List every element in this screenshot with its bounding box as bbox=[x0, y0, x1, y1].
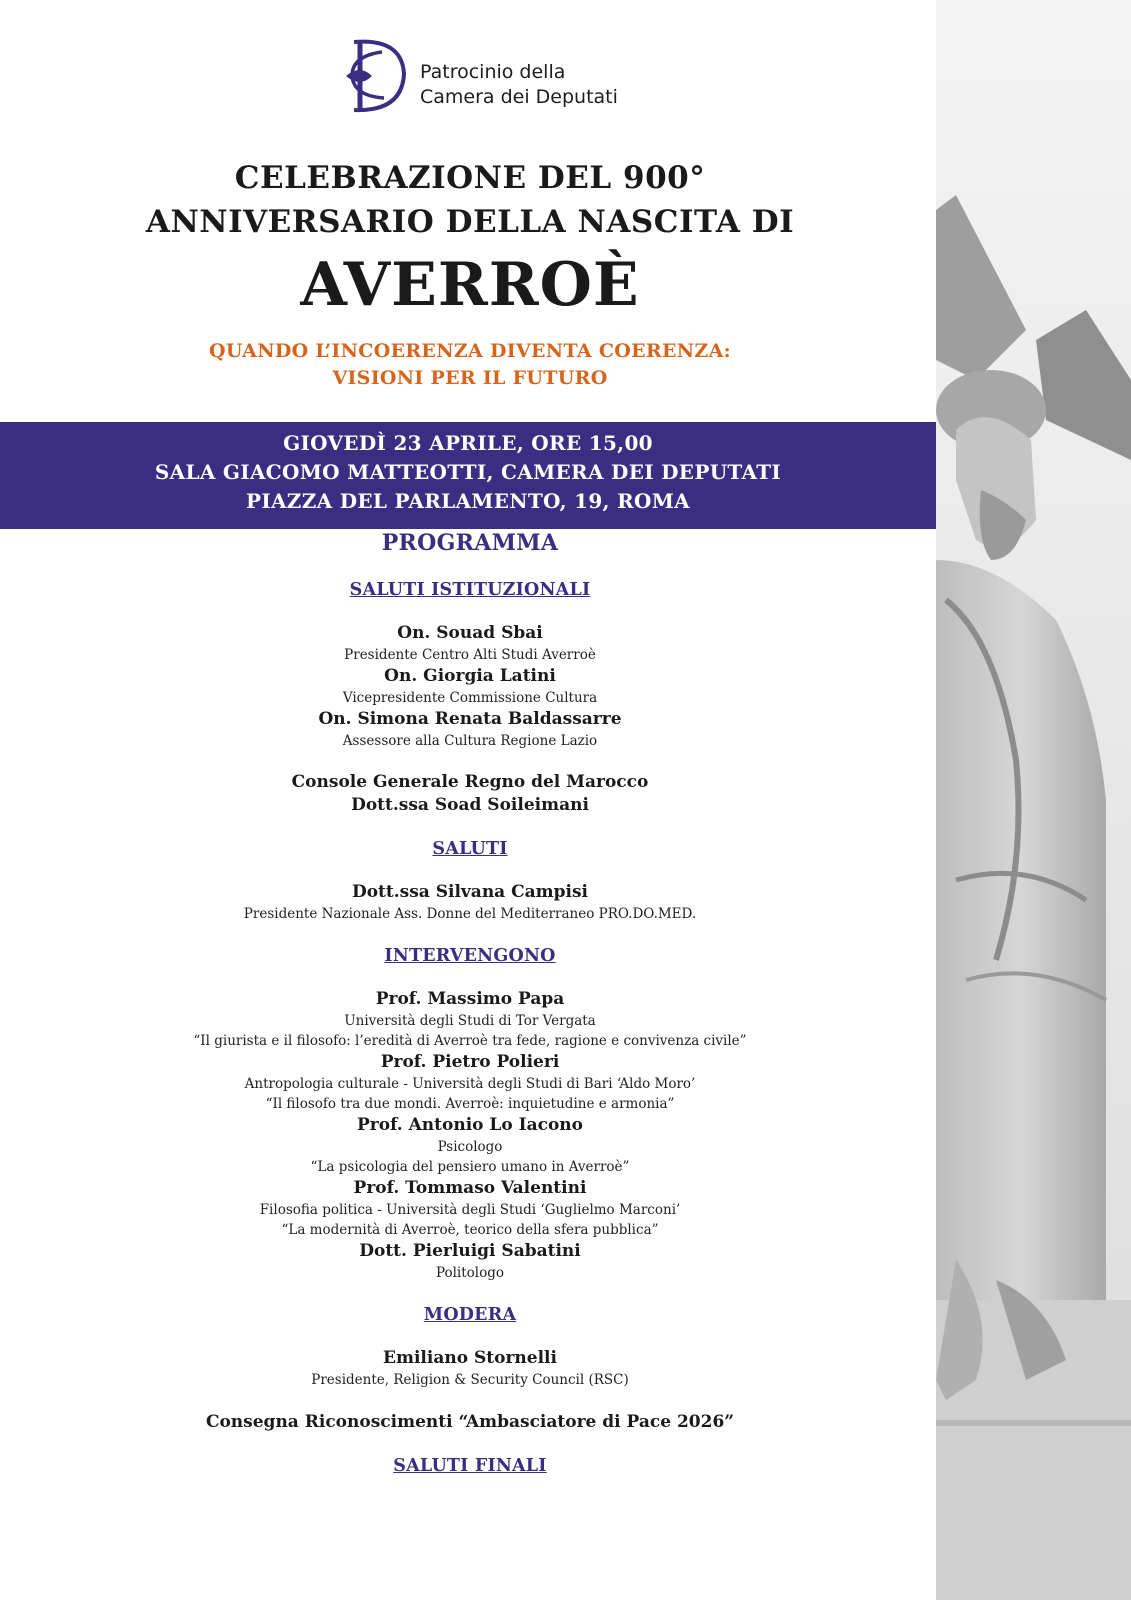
logo-caption bbox=[420, 60, 618, 110]
moderator-name: Emiliano Stornelli bbox=[383, 1348, 557, 1368]
speaker-role: Presidente Nazionale Ass. Donne del Mediterraneo PRO.DO.MED. bbox=[243, 906, 697, 922]
speaker-name: Dott. Pierluigi Sabatini bbox=[359, 1241, 581, 1261]
section-intervengono: INTERVENGONO bbox=[384, 946, 556, 966]
patronage-logo bbox=[342, 34, 618, 116]
program-heading: PROGRAMMA bbox=[381, 530, 559, 556]
speaker-affiliation: Filosofia politica - Università degli Studi ‘Guglielmo Marconi’ bbox=[259, 1202, 681, 1218]
speaker-talk-title: “La modernità di Averroè, teorico della sfera pubblica” bbox=[281, 1222, 659, 1238]
speaker-talk-title: “La psicologia del pensiero umano in Averroè” bbox=[310, 1159, 630, 1175]
section-saluti-finali: SALUTI FINALI bbox=[393, 1456, 547, 1476]
speaker-name: On. Simona Renata Baldassarre bbox=[318, 709, 622, 729]
averroes-statue-image bbox=[936, 0, 1131, 1600]
event-title-name: AVERROÈ bbox=[300, 250, 640, 320]
event-address: PIAZZA DEL PARLAMENTO, 19, ROMA bbox=[246, 489, 690, 513]
event-date: GIOVEDÌ 23 APRILE, ORE 15,00 bbox=[283, 431, 653, 455]
logo-line-1: Patrocinio della bbox=[420, 61, 566, 83]
event-venue: SALA GIACOMO MATTEOTTI, CAMERA DEI DEPUTATI bbox=[154, 460, 782, 484]
section-modera: MODERA bbox=[423, 1305, 517, 1325]
camera-deputati-monogram-icon bbox=[342, 34, 412, 116]
event-title bbox=[120, 156, 820, 244]
speaker-name: On. Giorgia Latini bbox=[384, 666, 556, 686]
logo-line-2: Camera dei Deputati bbox=[420, 86, 618, 108]
section-saluti-istituzionali: SALUTI ISTITUZIONALI bbox=[349, 580, 591, 600]
speaker-name: Prof. Antonio Lo Iacono bbox=[356, 1115, 583, 1135]
event-info-band bbox=[0, 422, 936, 529]
section-saluti: SALUTI bbox=[432, 839, 508, 859]
speaker-affiliation: Psicologo bbox=[437, 1139, 503, 1155]
speaker-role: Presidente Centro Alti Studi Averroè bbox=[344, 647, 596, 663]
speaker-talk-title: “Il giurista e il filosofo: l’eredità di Averroè tra fede, ragione e convivenza civile” bbox=[193, 1033, 747, 1049]
speaker-name: Dott.ssa Silvana Campisi bbox=[351, 882, 589, 902]
speaker-role: Assessore alla Cultura Regione Lazio bbox=[342, 733, 598, 749]
moderator-role: Presidente, Religion & Security Council (RSC) bbox=[311, 1372, 629, 1388]
speaker-affiliation: Politologo bbox=[435, 1265, 505, 1281]
title-line-1: CELEBRAZIONE DEL 900° bbox=[234, 160, 706, 196]
event-subtitle bbox=[120, 338, 820, 392]
award-ceremony: Consegna Riconoscimenti “Ambasciatore di Pace 2026” bbox=[205, 1412, 735, 1432]
consul-name: Dott.ssa Soad Soileimani bbox=[351, 795, 589, 815]
program-section bbox=[120, 528, 820, 1478]
speaker-affiliation: Università degli Studi di Tor Vergata bbox=[344, 1013, 596, 1029]
subtitle-line-1: QUANDO L’INCOERENZA DIVENTA COERENZA: bbox=[209, 340, 731, 362]
speaker-name: Prof. Massimo Papa bbox=[375, 989, 565, 1009]
speaker-name: On. Souad Sbai bbox=[397, 623, 543, 643]
title-line-2: ANNIVERSARIO DELLA NASCITA DI bbox=[145, 204, 795, 240]
speaker-affiliation: Antropologia culturale - Università degli Studi di Bari ‘Aldo Moro’ bbox=[244, 1076, 696, 1092]
speaker-name: Prof. Tommaso Valentini bbox=[353, 1178, 587, 1198]
speaker-talk-title: “Il filosofo tra due mondi. Averroè: inquietudine e armonia” bbox=[265, 1096, 675, 1112]
subtitle-line-2: VISIONI PER IL FUTURO bbox=[332, 367, 608, 389]
speaker-name: Prof. Pietro Polieri bbox=[380, 1052, 560, 1072]
consul-title: Console Generale Regno del Marocco bbox=[291, 772, 649, 792]
speaker-role: Vicepresidente Commissione Cultura bbox=[342, 690, 598, 706]
